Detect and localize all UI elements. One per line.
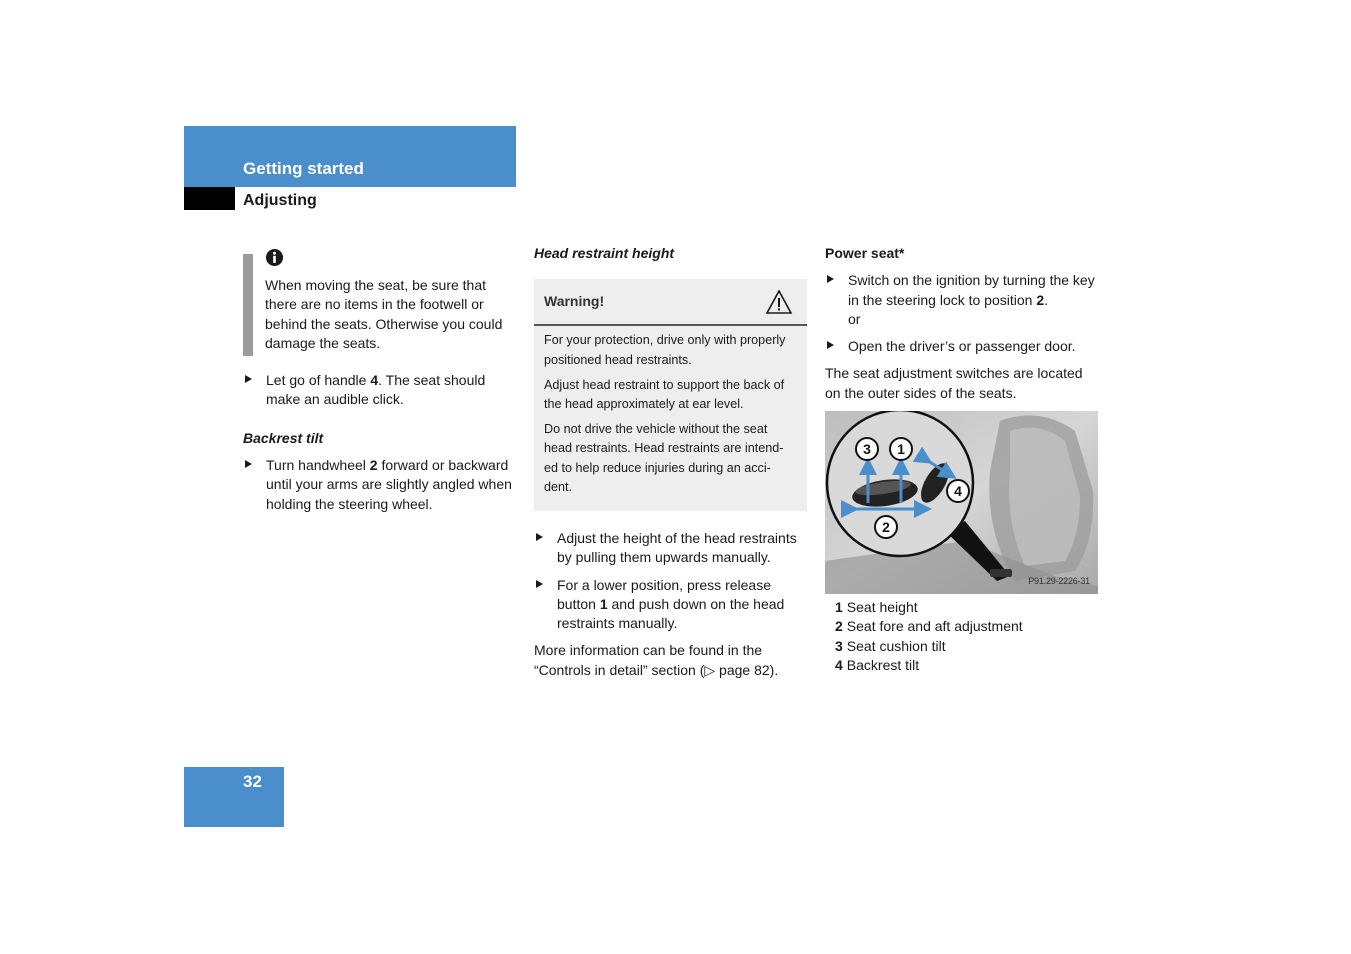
legend-number: 1 [835,599,843,616]
heading-backrest-tilt: Backrest tilt [243,429,324,446]
or-text: or [848,310,861,327]
warning-triangle-icon [765,289,793,315]
warning-header [534,279,807,326]
legend-number: 4 [835,656,843,673]
bullet-arrow-icon [536,580,543,588]
switch-location-text: The seat adjustment switches are located on the outer sides of the seats. [825,365,1083,401]
bullet-arrow-icon [827,275,834,283]
subsection-title: Adjusting [243,192,317,209]
bullet-text: Let go of handle [266,372,371,389]
bullet-text: Switch on the ignition by turning the key in the steering lock to position [848,272,1095,308]
legend-item [835,637,1098,656]
legend-label: Backrest tilt [846,656,920,673]
section-title: Getting started [243,159,364,178]
legend-number: 2 [835,618,843,635]
seat-switch-illustration [825,411,1098,594]
bullet-arrow-icon [245,375,252,383]
page-number-box [184,767,284,827]
figure-label-1 [890,438,912,460]
bullet-number: 1 [599,595,608,612]
figure-label-4 [947,480,969,502]
svg-text:3: 3 [863,441,871,458]
info-note [243,248,516,353]
bullet-switch-ignition [825,271,1098,329]
note-text: When moving the seat, be sure that there are no items in the footwell or behind the seats. Otherwise you could damage the seats. [265,277,503,351]
warning-paragraph: For your protection, drive only with properly positioned head restraints. [544,333,786,367]
bullet-adjust-height [534,529,807,568]
seat-switch-figure [825,411,1098,594]
bullet-text: Open the driver’s or passenger door. [848,338,1076,355]
svg-text:1: 1 [897,441,905,458]
bullet-lower-position [534,576,807,634]
figure-label-3 [856,438,878,460]
bullet-number: 4 [370,372,379,389]
svg-text:2: 2 [882,519,890,536]
bullet-text: forward or backward until your arms are slightly angled when holding the steering wheel. [266,457,512,512]
warning-box [534,279,807,511]
bullet-open-door [825,337,1098,356]
svg-text:4: 4 [954,483,962,500]
legend-item [835,617,1098,636]
heading-head-restraint-height: Head restraint height [534,245,675,261]
page-number: 32 [243,772,262,791]
bullet-text: . [1044,291,1049,308]
info-icon [265,248,284,267]
legend-item [835,598,1098,617]
figure-legend [825,598,1098,675]
warning-paragraph: Adjust head restraint to support the back of the head approximately at ear level. [544,377,785,411]
legend-label: Seat height [846,599,918,616]
bullet-arrow-icon [245,460,252,468]
column-3 [825,244,1098,675]
bullet-arrow-icon [827,341,834,349]
heading-power-seat: Power seat* [825,245,905,261]
note-bar [243,254,253,356]
column-1 [243,244,516,522]
warning-title: Warning! [544,293,605,310]
warning-body [534,326,807,511]
bullet-text: Adjust the height of the head restraints by pulling them upwards manually. [557,529,797,566]
legend-number: 3 [835,637,843,654]
bullet-text: . The seat should make an audible click. [266,372,486,408]
bullet-text: and push down on the head restraints manually. [557,595,785,632]
figure-label-2 [875,516,897,538]
warning-paragraph: Do not drive the vehicle without the seat head restraints. Head restraints are intend-ed to help reduce injuries during an acci-dent. [544,422,784,494]
bullet-number: 2 [369,457,378,474]
legend-label: Seat cushion tilt [846,637,946,654]
bullet-turn-handwheel [243,456,516,514]
bullet-arrow-icon [536,533,543,541]
bullet-let-go-handle [243,371,516,410]
bullet-number: 2 [1036,291,1045,308]
column-2 [534,244,807,688]
legend-label: Seat fore and aft adjustment [846,618,1023,635]
bullet-text: Turn handwheel [266,457,370,474]
subsection-marker [184,187,235,210]
more-info-text: More information can be found in the “Controls in detail” section (▷ page 82). [534,642,779,678]
figure-code: P91.29-2226-31 [1028,575,1090,586]
legend-item [835,656,1098,675]
bullet-text: For a lower position, press release button [557,576,771,612]
